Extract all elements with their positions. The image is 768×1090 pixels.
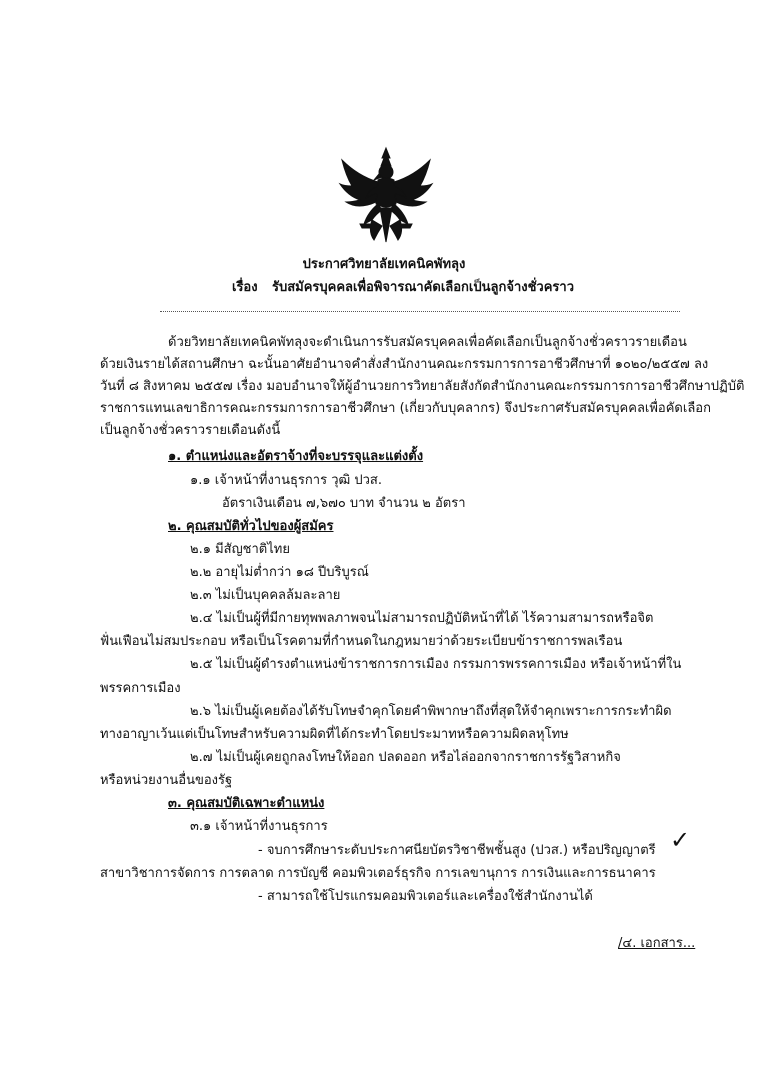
section-3-detail-1a: - จบการศึกษาระดับประกาศนียบัตรวิชาชีพชั้นสูง (ปวส.) หรือปริญญาตรี bbox=[258, 843, 656, 858]
intro-line-2: ด้วยเงินรายได้สถานศึกษา ฉะนั้นอาศัยอำนาจคำสั่งสำนักงานคณะกรรมการการอาชีวศึกษาที่ ๑๐๒๐/๒๕๕๗ ลง bbox=[100, 357, 709, 372]
section-3-item: ๓.๑ เจ้าหน้าที่งานธุรการ bbox=[190, 819, 328, 834]
section-1-rate: อัตราเงินเดือน ๗,๖๗๐ บาท จำนวน ๒ อัตรา bbox=[222, 496, 466, 511]
page-continuation: /๔. เอกสาร... bbox=[618, 936, 696, 951]
section-3-detail-1b: สาขาวิชาการจัดการ การตลาด การบัญชี คอมพิวเตอร์ธุรกิจ การเลขานุการ การเงินและการธนาคาร bbox=[100, 866, 656, 881]
intro-line-4: ราชการแทนเลขาธิการคณะกรรมการการอาชีวศึกษา (เกี่ยวกับบุคลากร) จึงประกาศรับสมัครบุคคลเพื่อคัดเลือก bbox=[100, 401, 711, 416]
section-1-heading: ๑. ตำแหน่งและอัตราจ้างที่จะบรรจุและแต่งตั้ง bbox=[168, 449, 424, 464]
intro-line-1: ด้วยวิทยาลัยเทคนิคพัทลุงจะดำเนินการรับสมัครบุคคลเพื่อคัดเลือกเป็นลูกจ้างชั่วคราวรายเดือน bbox=[168, 335, 687, 350]
document-subject: รับสมัครบุคคลเพื่อพิจารณาคัดเลือกเป็นลูกจ้างชั่วคราว bbox=[272, 280, 574, 295]
section-2-item-6b: ทางอาญาเว้นแต่เป็นโทษสำหรับความผิดที่ได้กระทำโดยประมาทหรือความผิดลหุโทษ bbox=[100, 727, 569, 742]
section-1-item: ๑.๑ เจ้าหน้าที่งานธุรการ วุฒิ ปวส. bbox=[190, 473, 382, 488]
section-2-item-5b: พรรคการเมือง bbox=[100, 681, 181, 696]
document-title: ประกาศวิทยาลัยเทคนิคพัทลุง bbox=[302, 257, 466, 272]
garuda-emblem-icon bbox=[338, 146, 434, 244]
section-2-item-5a: ๒.๕ ไม่เป็นผู้ดำรงตำแหน่งข้าราชการการเมือง กรรมการพรรคการเมือง หรือเจ้าหน้าที่ใน bbox=[190, 657, 682, 672]
intro-line-3: วันที่ ๘ สิงหาคม ๒๕๕๗ เรื่อง มอบอำนาจให้ผู้อำนวยการวิทยาลัยสังกัดสำนักงานคณะกรรมการการอาชีวศึกษาปฏิบัติ bbox=[100, 379, 745, 394]
section-2-item-2: ๒.๒ อายุไม่ต่ำกว่า ๑๘ ปีบริบูรณ์ bbox=[190, 565, 369, 580]
section-3-heading: ๓. คุณสมบัติเฉพาะตำแหน่ง bbox=[168, 796, 325, 811]
section-2-item-7b: หรือหน่วยงานอื่นของรัฐ bbox=[100, 773, 233, 788]
subject-label: เรื่อง bbox=[232, 280, 258, 295]
section-2-item-4a: ๒.๔ ไม่เป็นผู้ที่มีกายทุพพลภาพจนไม่สามารถปฏิบัติหน้าที่ได้ ไร้ความสามารถหรือจิต bbox=[190, 611, 654, 626]
section-2-item-1: ๒.๑ มีสัญชาติไทย bbox=[190, 542, 290, 557]
section-2-item-3: ๒.๓ ไม่เป็นบุคคลล้มละลาย bbox=[190, 588, 341, 603]
section-2-item-6a: ๒.๖ ไม่เป็นผู้เคยต้องได้รับโทษจำคุกโดยคำพิพากษาถึงที่สุดให้จำคุกเพราะการกระทำผิด bbox=[190, 704, 672, 719]
header-divider bbox=[160, 311, 680, 312]
check-mark-icon: ✓ bbox=[670, 826, 691, 854]
section-2-heading: ๒. คุณสมบัติทั่วไปของผู้สมัคร bbox=[168, 519, 334, 534]
section-2-item-4b: ฟั่นเฟือนไม่สมประกอบ หรือเป็นโรคตามที่กำหนดในกฎหมายว่าด้วยระเบียบข้าราชการพลเรือน bbox=[100, 634, 623, 649]
section-2-item-7a: ๒.๗ ไม่เป็นผู้เคยถูกลงโทษให้ออก ปลดออก หรือไล่ออกจากราชการรัฐวิสาหกิจ bbox=[190, 750, 621, 765]
intro-line-5: เป็นลูกจ้างชั่วคราวรายเดือนดังนี้ bbox=[100, 423, 281, 438]
section-3-detail-2: - สามารถใช้โปรแกรมคอมพิวเตอร์และเครื่องใช้สำนักงานได้ bbox=[258, 889, 593, 904]
